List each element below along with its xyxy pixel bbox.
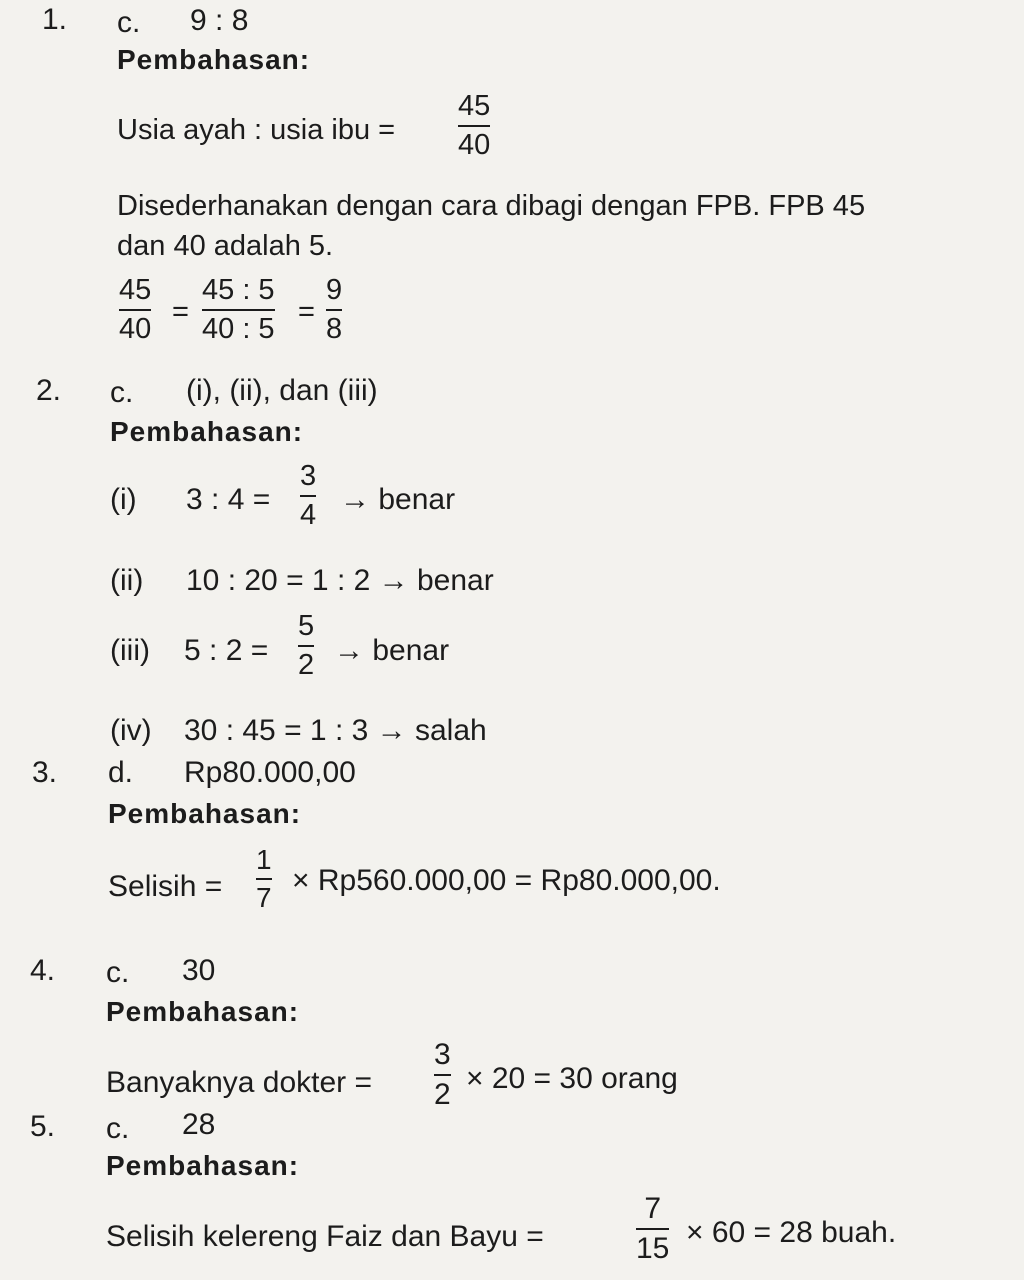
numerator: 3	[434, 1038, 451, 1071]
explanation-heading: Pembahasan:	[108, 798, 302, 829]
fraction	[636, 1194, 669, 1264]
statement-label: (iii)	[110, 634, 150, 667]
explanation-heading: Pembahasan:	[106, 1150, 300, 1181]
numerator: 5	[298, 610, 315, 642]
statement-label: (ii)	[110, 564, 144, 597]
numerator: 45	[458, 90, 491, 122]
numerator: 45 : 5	[202, 274, 275, 306]
fraction	[202, 276, 275, 344]
difference-statement: Selisih =	[108, 870, 223, 903]
item-option: c.	[106, 1112, 130, 1145]
ratio-statement: Usia ayah : usia ibu =	[117, 114, 396, 146]
denominator: 40	[458, 129, 491, 161]
fraction	[298, 612, 314, 680]
item-option: c.	[110, 376, 134, 409]
denominator: 8	[326, 313, 343, 345]
doctor-calculation: × 20 = 30 orang	[466, 1062, 678, 1095]
item-answer: 28	[182, 1108, 216, 1141]
item-option: c.	[117, 6, 141, 39]
numerator: 7	[644, 1192, 662, 1225]
explanation-text: dan 40 adalah 5.	[117, 230, 334, 262]
item-number: 1.	[42, 3, 68, 36]
statement-label: (i)	[110, 483, 137, 516]
item-answer: (i), (ii), dan (iii)	[186, 374, 378, 407]
fraction	[326, 276, 342, 344]
numerator: 9	[326, 274, 343, 306]
numerator: 45	[119, 274, 152, 306]
equals-sign: =	[298, 296, 315, 328]
statement-expression: 10 : 20 = 1 : 2 → benar	[186, 564, 494, 597]
denominator: 7	[256, 882, 272, 913]
fraction	[434, 1040, 451, 1110]
statement-result: → benar	[334, 634, 450, 667]
explanation-text: Disederhanakan dengan cara dibagi dengan FPB. FPB 45	[117, 190, 866, 222]
fraction	[300, 462, 316, 530]
numerator: 1	[256, 844, 272, 875]
numerator: 3	[300, 460, 317, 492]
statement-label: (iv)	[110, 714, 152, 747]
equals-sign: =	[172, 296, 189, 328]
marble-calculation: × 60 = 28 buah.	[686, 1216, 897, 1249]
fraction	[458, 92, 490, 160]
denominator: 40 : 5	[202, 313, 275, 345]
denominator: 15	[636, 1232, 670, 1265]
marble-statement: Selisih kelereng Faiz dan Bayu =	[106, 1220, 544, 1253]
denominator: 40	[119, 313, 152, 345]
statement-expression: 3 : 4 =	[186, 483, 271, 516]
item-number: 4.	[30, 954, 56, 987]
item-answer: 30	[182, 954, 216, 987]
difference-calculation: × Rp560.000,00 = Rp80.000,00.	[292, 864, 721, 897]
item-answer: 9 : 8	[190, 4, 249, 37]
denominator: 4	[300, 499, 317, 531]
denominator: 2	[434, 1078, 451, 1111]
explanation-heading: Pembahasan:	[117, 44, 311, 75]
denominator: 2	[298, 649, 315, 681]
statement-expression: 30 : 45 = 1 : 3 → salah	[184, 714, 487, 747]
explanation-heading: Pembahasan:	[110, 416, 304, 447]
item-option: c.	[106, 956, 130, 989]
doctor-statement: Banyaknya dokter =	[106, 1066, 373, 1099]
statement-result: → benar	[340, 483, 456, 516]
item-answer: Rp80.000,00	[184, 756, 356, 789]
item-option: d.	[108, 756, 134, 789]
statement-expression: 5 : 2 =	[184, 634, 269, 667]
item-number: 2.	[36, 374, 62, 407]
explanation-heading: Pembahasan:	[106, 996, 300, 1027]
fraction	[256, 846, 272, 912]
fraction	[119, 276, 151, 344]
item-number: 5.	[30, 1110, 56, 1143]
item-number: 3.	[32, 756, 58, 789]
